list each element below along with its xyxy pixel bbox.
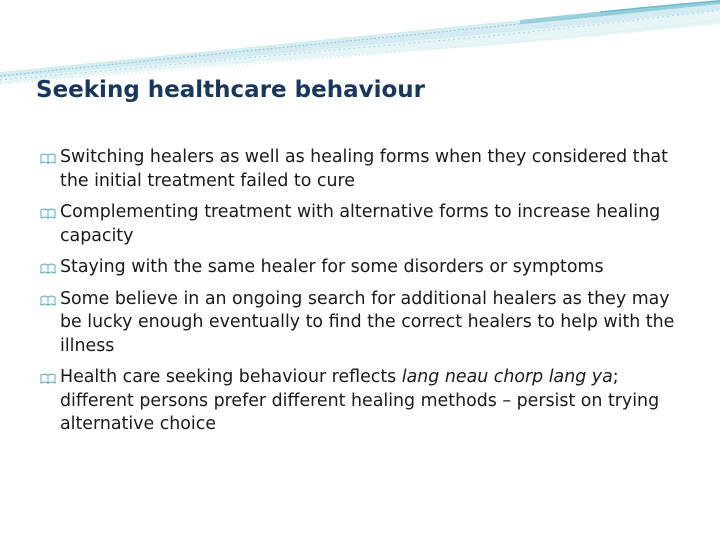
bullet-text-italic: lang neau chorp lang ya xyxy=(401,367,613,387)
bullet-text-before: Health care seeking behaviour reflects xyxy=(60,367,402,387)
open-book-icon xyxy=(40,208,56,219)
bullet-text: Complementing treatment with alternative forms to increase healing capacity xyxy=(60,202,661,246)
bullet-text: Switching healers as well as healing forms when they considered that the initial treatment failed to cure xyxy=(60,147,668,191)
bullet-item xyxy=(40,256,680,280)
slide-title: Seeking healthcare behaviour xyxy=(36,77,425,103)
bullet-item xyxy=(40,146,680,193)
open-book-icon xyxy=(40,263,56,274)
slide-content xyxy=(40,146,680,445)
open-book-icon xyxy=(40,153,56,164)
bullet-item xyxy=(40,366,680,437)
bullet-item xyxy=(40,201,680,248)
bullet-text: Some believe in an ongoing search for additional healers as they may be lucky enough eventually to find the correct healers to help with the illness xyxy=(60,288,675,356)
bullet-item xyxy=(40,288,680,359)
bullet-text: Staying with the same healer for some disorders or symptoms xyxy=(60,257,604,277)
bullet-list xyxy=(40,146,680,437)
open-book-icon xyxy=(40,373,56,384)
open-book-icon xyxy=(40,295,56,306)
bullet-text-after: ; different persons prefer different healing methods – persist on trying alternative choice xyxy=(60,367,660,434)
bullet-text xyxy=(60,367,659,434)
